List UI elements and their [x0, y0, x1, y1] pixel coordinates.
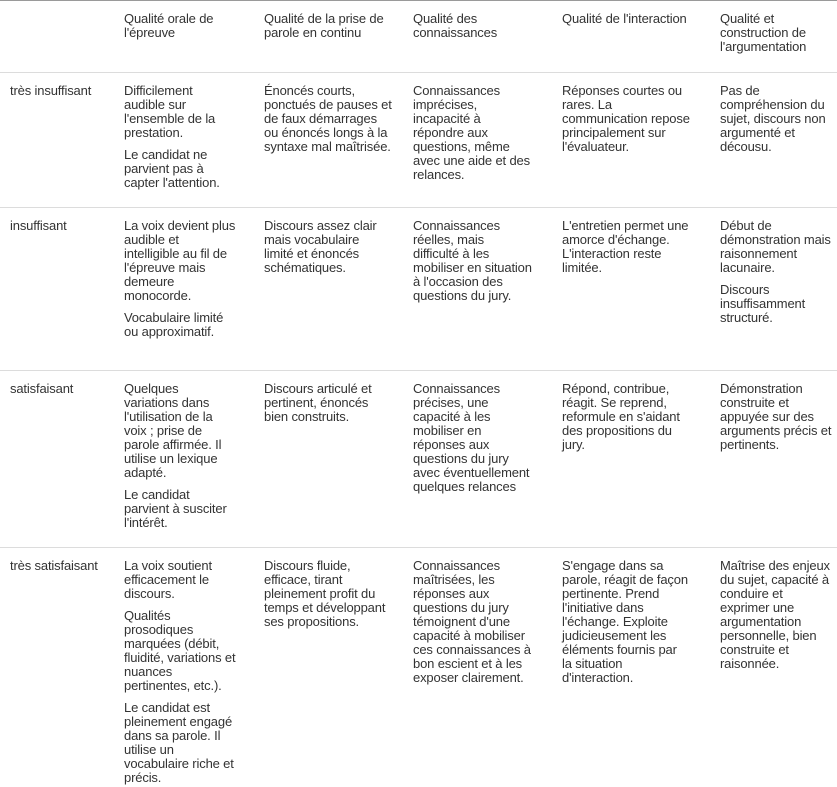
- cell-text: Discours articulé et pertinent, énoncés bien construits.: [264, 381, 372, 424]
- header-interaction: Qualité de l'interaction: [562, 11, 687, 26]
- cell-text: Vocabulaire limité ou approximatif.: [124, 310, 224, 339]
- cell-prise: [264, 219, 392, 275]
- cell-interaction: [562, 84, 690, 154]
- cell-prise: [264, 382, 392, 424]
- cell-connaissances: [413, 84, 533, 182]
- header-qualite-orale: Qualité orale de l'épreuve: [124, 11, 214, 40]
- cell-prise: [264, 84, 392, 154]
- cell-text: Énoncés courts, ponctués de pauses et de faux démarrages ou énoncés longs à la syntaxe mal maîtrisée.: [264, 83, 392, 154]
- cell-text: Discours assez clair mais vocabulaire limité et énoncés schématiques.: [264, 218, 377, 275]
- cell-orale: [124, 559, 236, 785]
- cell-text: Pas de compréhension du sujet, discours non argumenté et décousu.: [720, 83, 826, 154]
- cell-text: Le candidat est pleinement engagé dans sa parole. Il utilise un vocabulaire riche et précis.: [124, 700, 234, 785]
- cell-text: Qualités prosodiques marquées (débit, fluidité, variations et nuances pertinentes, etc.).: [124, 608, 236, 693]
- cell-text: Début de démonstration mais raisonnement lacunaire.: [720, 218, 831, 275]
- cell-text: Connaissances réelles, mais difficulté à les mobiliser en situation à l'occasion des questions du jury.: [413, 218, 532, 303]
- cell-text: Quelques variations dans l'utilisation de la voix ; prise de parole affirmée. Il utilise un lexique adapté.: [124, 381, 222, 480]
- level-label: très satisfaisant: [10, 558, 98, 573]
- cell-text: Discours insuffisamment structuré.: [720, 282, 806, 325]
- cell-text: Connaissances maîtrisées, les réponses aux questions du jury témoignent d'une capacité à mobiliser ces connaissances à bon escient et à les exposer clairement.: [413, 558, 531, 685]
- cell-text: La voix soutient efficacement le discours.: [124, 558, 212, 601]
- cell-prise: [264, 559, 392, 629]
- level-label: très insuffisant: [10, 83, 92, 98]
- cell-text: Le candidat parvient à susciter l'intérêt.: [124, 487, 227, 530]
- cell-text: Démonstration construite et appuyée sur des arguments précis et pertinents.: [720, 381, 832, 452]
- cell-text: Réponses courtes ou rares. La communication repose principalement sur l'évaluateur.: [562, 83, 690, 154]
- table-row: [0, 547, 837, 787]
- level-label: insuffisant: [10, 218, 67, 233]
- cell-connaissances: [413, 559, 533, 685]
- cell-argumentation: [720, 84, 835, 154]
- cell-orale: [124, 382, 236, 530]
- cell-text: La voix devient plus audible et intelligible au fil de l'épreuve mais demeure monocorde.: [124, 218, 236, 303]
- cell-text: Difficilement audible sur l'ensemble de la prestation.: [124, 83, 216, 140]
- cell-text: S'engage dans sa parole, réagit de façon pertinente. Prend l'initiative dans l'échange. Exploite judicieusement les éléments fournis par la situation d'interaction.: [562, 558, 688, 685]
- header-prise-de-parole: Qualité de la prise de parole en continu: [264, 11, 384, 40]
- cell-text: Le candidat ne parvient pas à capter l'attention.: [124, 147, 220, 190]
- table-row: [0, 207, 837, 370]
- cell-text: Répond, contribue, réagit. Se reprend, reformule en s'aidant des propositions du jury.: [562, 381, 680, 452]
- cell-text: Connaissances précises, une capacité à les mobiliser en réponses aux questions du jury avec éventuellement quelques relances: [413, 381, 530, 494]
- cell-text: L'entretien permet une amorce d'échange. L'interaction reste limitée.: [562, 218, 689, 275]
- header-argumentation: Qualité et construction de l'argumentation: [720, 11, 807, 54]
- cell-orale: [124, 219, 236, 339]
- cell-argumentation: [720, 559, 835, 671]
- header-row: [0, 1, 837, 72]
- cell-connaissances: [413, 219, 533, 303]
- cell-text: Maîtrise des enjeux du sujet, capacité à conduire et exprimer une argumentation personnelle, bien construite et raisonnée.: [720, 558, 830, 671]
- cell-connaissances: [413, 382, 533, 494]
- level-label: satisfaisant: [10, 381, 74, 396]
- cell-argumentation: [720, 219, 835, 325]
- cell-orale: [124, 84, 236, 190]
- table-row: [0, 370, 837, 547]
- cell-argumentation: [720, 382, 835, 452]
- header-connaissances: Qualité des connaissances: [413, 11, 498, 40]
- cell-interaction: [562, 382, 690, 452]
- cell-interaction: [562, 559, 690, 685]
- table-row: [0, 72, 837, 207]
- cell-interaction: [562, 219, 690, 275]
- cell-text: Connaissances imprécises, incapacité à répondre aux questions, même avec une aide et des relances.: [413, 83, 530, 182]
- cell-text: Discours fluide, efficace, tirant pleinement profit du temps et développant ses propositions.: [264, 558, 386, 629]
